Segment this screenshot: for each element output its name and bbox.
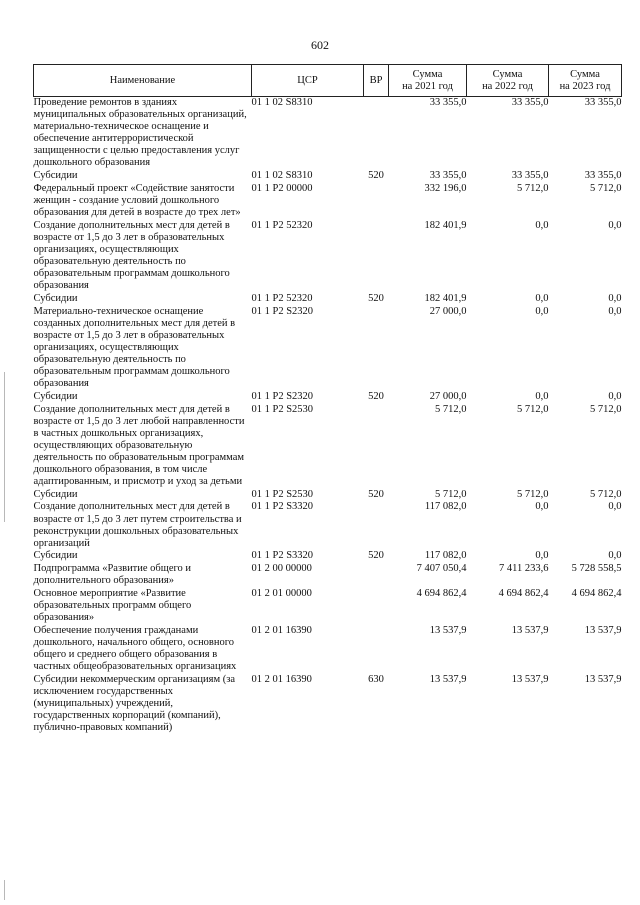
row-csr: 01 1 P2 S2530: [251, 488, 314, 500]
row-sum-2022: 33 355,0: [511, 170, 549, 182]
header-sum-2022-line1: Сумма: [492, 68, 523, 80]
row-name: Проведение ремонтов в зданиях муниципальных образовательных организаций, материально-техническое оснащение и обеспечение антитеррористической защищенности с целью предоставления услуг дошкольного образования: [34, 97, 252, 171]
row-sum-2023: 4 694 862,4: [571, 587, 622, 599]
row-sum-2022: 13 537,9: [511, 624, 549, 636]
header-sum-2023-line1: Сумма: [570, 68, 600, 80]
row-sum-2022: 5 712,0: [517, 182, 549, 194]
header-vr: ВР: [364, 65, 389, 97]
row-name: Субсидии: [33, 292, 78, 304]
row-sum-2022: 5 712,0: [517, 403, 549, 415]
row-vr: [364, 625, 389, 674]
row-sum-2023: 0,0: [608, 550, 622, 562]
row-sum-2021: 5 712,0: [435, 403, 467, 415]
row-csr: 01 2 01 16390: [251, 624, 312, 636]
table-row: [34, 170, 622, 183]
row-name: Субсидии: [33, 390, 78, 402]
row-sum-2021: 5 712,0: [435, 488, 467, 500]
row-vr: 520: [368, 488, 384, 500]
row-csr: 01 1 P2 S2530: [251, 403, 314, 415]
row-csr: 01 1 P2 S3320: [251, 550, 314, 562]
row-name: Субсидии некоммерческим организациям (за исключением государственных (муниципальных) учреждений, государственных корпораций (компаний), публично-правовых компаний): [33, 673, 236, 734]
row-sum-2023: 13 537,9: [584, 624, 622, 636]
row-sum-2022: 0,0: [535, 305, 549, 317]
row-vr: [364, 501, 389, 550]
row-name: Обеспечение получения гражданами дошкольного, начального общего, основного общего и среднего общего образования в частных общеобразовательных организациях: [33, 624, 237, 673]
header-sum-2022: [467, 65, 549, 97]
row-sum-2021: 182 401,9: [424, 292, 467, 304]
budget-table: [33, 64, 622, 735]
row-vr: 520: [368, 390, 384, 402]
row-sum-2021: 117 082,0: [424, 550, 467, 562]
row-sum-2022: 0,0: [535, 219, 549, 231]
row-name: Создание дополнительных мест для детей в возрасте от 1,5 до 3 лет в образовательных организациях, осуществляющих образовательную деятельность по образовательным программам дошкольного образования: [33, 219, 230, 292]
row-name: Подпрограмма «Развитие общего и дополнительного образования»: [33, 563, 192, 587]
row-sum-2021: 33 355,0: [429, 170, 467, 182]
row-sum-2023: 5 728 558,5: [571, 563, 622, 575]
row-sum-2023: 5 712,0: [590, 488, 622, 500]
row-vr: [364, 220, 389, 293]
row-sum-2021: 7 407 050,4: [416, 563, 467, 575]
table-row: [34, 97, 622, 171]
scan-margin-mark: [4, 372, 5, 522]
row-vr: [364, 183, 389, 220]
row-vr: [364, 563, 389, 588]
row-sum-2023: 13 537,9: [584, 673, 622, 685]
table-row: [34, 306, 622, 391]
row-sum-2023: 0,0: [608, 390, 622, 402]
row-sum-2023: 0,0: [608, 501, 622, 513]
row-vr: 520: [368, 292, 384, 304]
row-sum-2023: 5 712,0: [590, 403, 622, 415]
row-sum-2022: 7 411 233,6: [499, 563, 549, 575]
header-sum-2023-line2: на 2023 год: [559, 80, 611, 92]
page-number: 602: [311, 38, 329, 52]
row-csr: 01 1 P2 S2320: [251, 305, 314, 317]
row-csr: 01 2 00 00000: [251, 563, 312, 575]
row-sum-2022: 0,0: [535, 292, 549, 304]
table-row: [34, 501, 622, 550]
row-vr: [364, 588, 389, 625]
row-name: Основное мероприятие «Развитие образовательных программ общего образования»: [33, 587, 192, 624]
row-vr: [364, 97, 389, 171]
row-vr: 520: [368, 170, 384, 182]
row-name: Создание дополнительных мест для детей в возрасте от 1,5 до 3 лет любой направленности в частных дошкольных организациях, осуществляющих образовательную деятельность по образовательным программам дошкольного образования, в том числе адаптированным, и присмотр и уход за детьми: [33, 403, 245, 488]
row-sum-2021: 13 537,9: [429, 673, 467, 685]
table-row: [34, 588, 622, 625]
header-sum-2021: [389, 65, 467, 97]
row-sum-2022: 33 355,0: [467, 97, 549, 171]
row-sum-2022: 0,0: [535, 501, 549, 513]
row-sum-2022: 5 712,0: [517, 488, 549, 500]
table-row: [34, 489, 622, 502]
table-row: [34, 674, 622, 735]
row-sum-2023: 33 355,0: [584, 170, 622, 182]
table-row: [34, 220, 622, 293]
row-sum-2022: 13 537,9: [511, 673, 549, 685]
row-csr: 01 1 P2 S3320: [251, 501, 314, 513]
row-csr: 01 1 02 S8310: [251, 170, 313, 182]
row-vr: [364, 306, 389, 391]
table-header-row: [34, 65, 622, 97]
row-vr: 630: [368, 673, 384, 685]
table-row: [34, 293, 622, 306]
row-csr: 01 2 01 16390: [251, 673, 312, 685]
row-sum-2022: 4 694 862,4: [498, 587, 549, 599]
row-name: Материально-техническое оснащение созданных дополнительных мест для детей в возрасте от 1,5 до 3 лет в образовательных организациях, осуществляющих образовательную деятельность по образовательным программам дошкольного образования: [33, 305, 236, 390]
row-csr: 01 1 P2 S2320: [251, 390, 314, 402]
row-csr: 01 2 01 00000: [251, 587, 312, 599]
row-sum-2021: 33 355,0: [389, 97, 467, 171]
row-name: Создание дополнительных мест для детей в возрасте от 1,5 до 3 лет путем строительства и реконструкции дошкольных образовательных организаций: [33, 501, 242, 549]
row-sum-2021: 182 401,9: [424, 219, 467, 231]
row-sum-2023: 0,0: [608, 292, 622, 304]
header-csr: ЦСР: [252, 65, 364, 97]
table-row: [34, 183, 622, 220]
row-sum-2021: 13 537,9: [429, 624, 467, 636]
row-sum-2021: 27 000,0: [429, 305, 467, 317]
row-csr: 01 1 P2 52320: [251, 292, 313, 304]
row-sum-2023: 0,0: [608, 219, 622, 231]
row-name: Субсидии: [33, 488, 78, 500]
row-csr: 01 1 P2 00000: [251, 182, 313, 194]
row-vr: 520: [368, 550, 384, 562]
row-sum-2021: 4 694 862,4: [416, 587, 467, 599]
row-name: Субсидии: [33, 550, 78, 562]
row-sum-2023: 5 712,0: [590, 182, 622, 194]
table-row: [34, 391, 622, 404]
table-row: [34, 625, 622, 674]
row-sum-2022: 0,0: [535, 550, 549, 562]
row-name: Федеральный проект «Содействие занятости женщин - создание условий дошкольного образования для детей в возрасте до трех лет»: [33, 182, 241, 219]
header-sum-2023: [549, 65, 622, 97]
row-sum-2021: 27 000,0: [429, 390, 467, 402]
row-sum-2022: 0,0: [535, 390, 549, 402]
row-csr: 01 1 P2 52320: [251, 219, 313, 231]
header-name: Наименование: [34, 65, 252, 97]
table-row: [34, 563, 622, 588]
header-sum-2021-line2: на 2021 год: [402, 80, 453, 92]
scan-margin-mark: [4, 880, 5, 900]
row-vr: [364, 404, 389, 489]
row-csr: 01 1 02 S8310: [252, 97, 364, 171]
row-sum-2021: 117 082,0: [424, 501, 467, 513]
header-sum-2022-line2: на 2022 год: [482, 80, 533, 92]
table-row: [34, 404, 622, 489]
table-row: [34, 550, 622, 563]
header-sum-2021-line1: Сумма: [412, 68, 443, 80]
row-sum-2023: 33 355,0: [549, 97, 622, 171]
row-sum-2023: 0,0: [608, 305, 622, 317]
row-sum-2021: 332 196,0: [424, 182, 467, 194]
row-name: Субсидии: [33, 170, 78, 182]
